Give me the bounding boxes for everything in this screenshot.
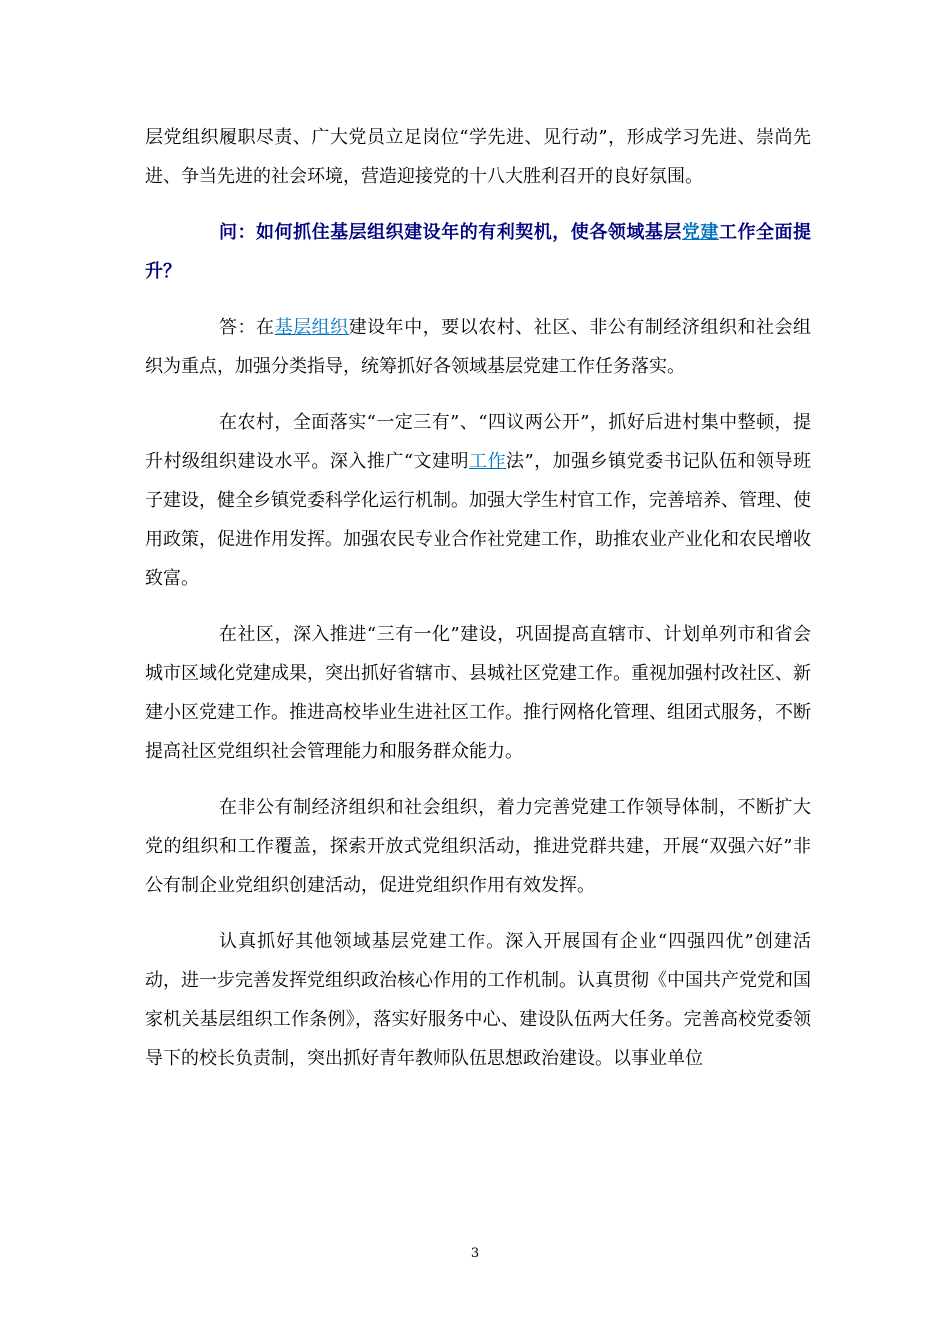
paragraph-text: 在社区，深入推进“三有一化”建设，巩固提高直辖市、计划单列市和省会城市区域化党建成果，突出抓好省辖市、县城社区党建工作。重视加强村改社区、新建小区党建工作。推进高校毕业生进社区工作。推行网格化管理、组团式服务，不断提高社区党组织社会管理能力和服务群众能力。 xyxy=(145,624,811,762)
body-paragraph xyxy=(145,788,811,905)
body-paragraph xyxy=(145,922,811,1078)
paragraph-text: 认真抓好其他领域基层党建工作。深入开展国有企业“四强四优”创建活动，进一步完善发挥党组织政治核心作用的工作机制。认真贯彻《中国共产党党和国家机关基层组织工作条例》，落实好服务中心、建设队伍两大任务。完善高校党委领导下的校长负责制，突出抓好青年教师队伍思想政治建设。以事业单位 xyxy=(145,931,811,1069)
body-paragraph xyxy=(145,615,811,771)
paragraph-text: 层党组织履职尽责、广大党员立足岗位“学先进、见行动”，形成学习先进、崇尚先进、争当先进的社会环境，营造迎接党的十八大胜利召开的良好氛围。 xyxy=(145,127,811,187)
inline-link[interactable]: 党建 xyxy=(681,222,719,243)
body-paragraph xyxy=(145,308,811,386)
paragraph-text: 问：如何抓住基层组织建设年的有利契机，使各领域基层 xyxy=(219,222,682,243)
paragraph-text: 工作全面提升？ xyxy=(145,222,812,282)
inline-link[interactable]: 工作 xyxy=(469,451,506,472)
question-paragraph xyxy=(145,213,811,291)
inline-link[interactable]: 基层组织 xyxy=(274,317,349,338)
page-number: 3 xyxy=(470,1246,480,1261)
body-paragraph xyxy=(145,403,811,598)
paragraph-text: 在农村，全面落实“一定三有”、“四议两公开”，抓好后进村集中整顿，提升村级组织建设水平。深入推广“文建明 xyxy=(145,412,811,472)
paragraph-text: 建设年中，要以农村、社区、非公有制经济组织和社会组织为重点，加强分类指导，统筹抓好各领域基层党建工作任务落实。 xyxy=(145,317,812,377)
paragraph-text: 在非公有制经济组织和社会组织，着力完善党建工作领导体制，不断扩大党的组织和工作覆盖，探索开放式党组织活动，推进党群共建，开展“双强六好”非公有制企业党组织创建活动，促进党组织作用有效发挥。 xyxy=(145,797,811,896)
paragraph-text: 答：在 xyxy=(219,317,275,338)
body-paragraph xyxy=(145,118,811,196)
document-body xyxy=(145,118,811,1095)
paragraph-text: 法”，加强乡镇党委书记队伍和领导班子建设，健全乡镇党委科学化运行机制。加强大学生村官工作，完善培养、管理、使用政策，促进作用发挥。加强农民专业合作社党建工作，助推农业产业化和农民增收致富。 xyxy=(145,451,812,589)
